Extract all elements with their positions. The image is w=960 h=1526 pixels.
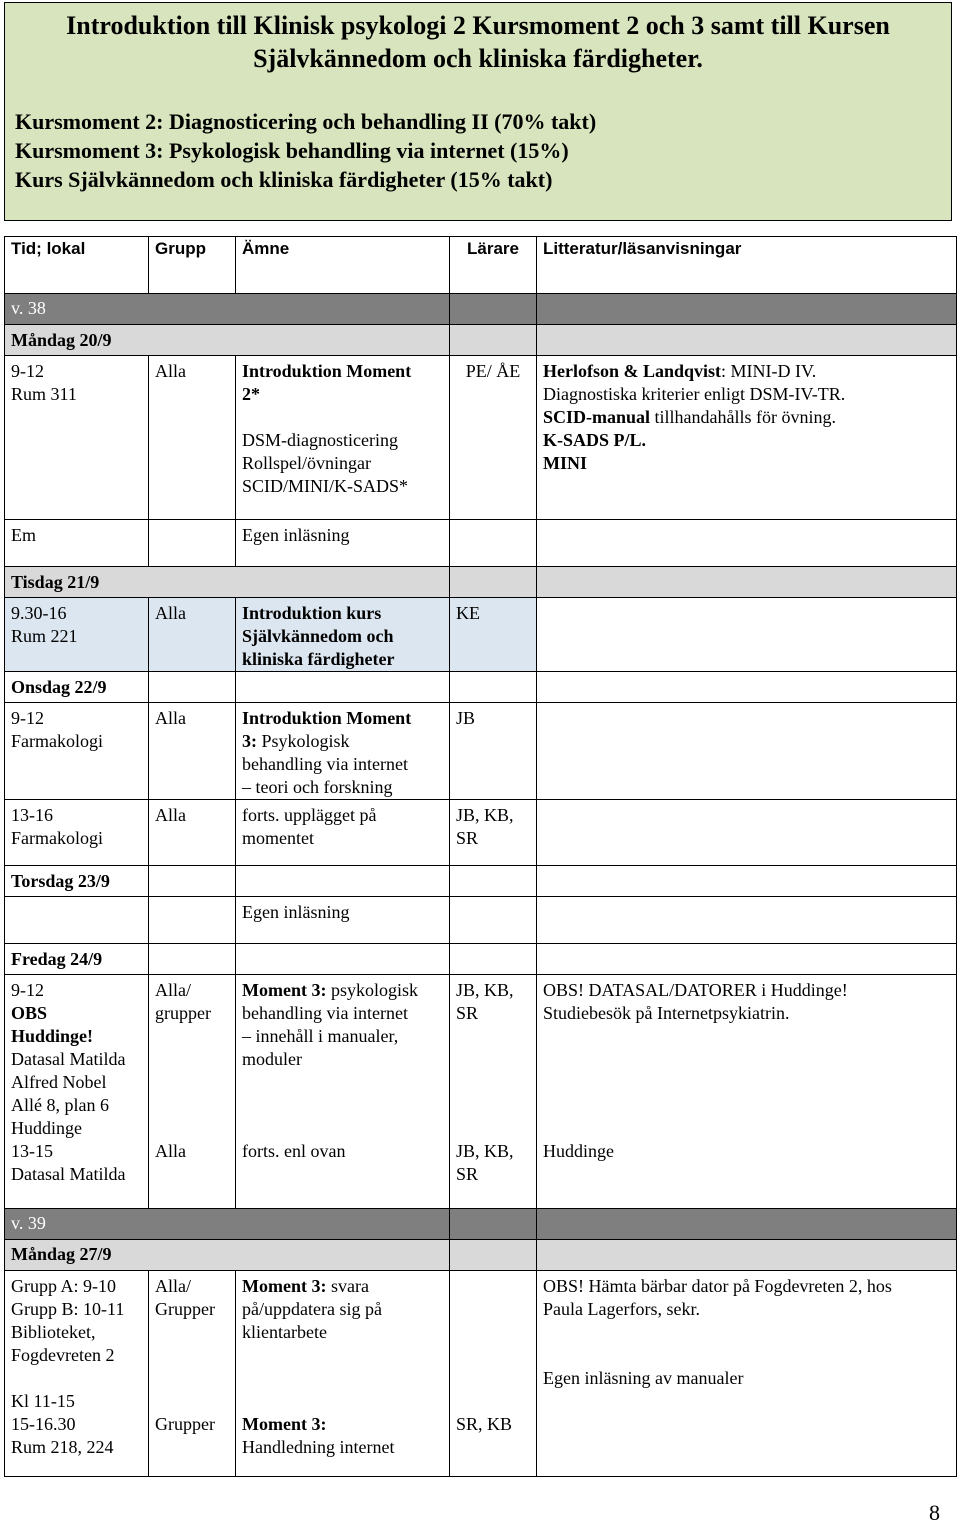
table-row	[5, 1140, 957, 1208]
week-row	[5, 1208, 957, 1239]
subject-cell: Egen inläsning	[236, 520, 450, 567]
time-cell: 9-12 Rum 311	[5, 356, 149, 520]
day-row	[5, 672, 957, 703]
document-title: Introduktion till Klinisk psykologi 2 Kursmoment 2 och 3 samt till Kursen Självkännedom och kliniska färdigheter.	[66, 11, 890, 73]
schedule-table	[4, 236, 957, 1477]
day-label: Tisdag 21/9	[5, 567, 450, 598]
col-subject: Ämne	[236, 237, 450, 294]
subject-cell: forts. enl ovan	[236, 1140, 450, 1208]
subject-cell: Moment 3: svara på/uppdatera sig på klientarbete	[236, 1270, 450, 1413]
group-cell: Alla	[149, 1140, 236, 1208]
col-time: Tid; lokal	[5, 237, 149, 294]
day-row	[5, 944, 957, 975]
table-row	[5, 975, 957, 1141]
teacher-cell: JB, KB, SR	[450, 975, 537, 1141]
literature-cell: OBS! Hämta bärbar dator på Fogdevreten 2, hos Paula Lagerfors, sekr. Egen inläsning av manualer	[537, 1270, 957, 1413]
subject-cell: forts. upplägget på momentet	[236, 800, 450, 866]
course-item: Kurs Självkännedom och kliniska färdigheter (15% takt)	[15, 167, 553, 192]
teacher-cell: KE	[450, 598, 537, 672]
table-row	[5, 520, 957, 567]
time-cell: Em	[5, 520, 149, 567]
week-label: v. 39	[5, 1208, 450, 1239]
day-label: Torsdag 23/9	[5, 866, 149, 897]
group-cell: Alla	[149, 800, 236, 866]
course-header	[4, 2, 952, 221]
teacher-cell: PE/ ÅE	[450, 356, 537, 520]
col-literature: Litteratur/läsanvisningar	[537, 237, 957, 294]
group-cell: Alla/ grupper	[149, 975, 236, 1141]
subject-cell: Introduktion Moment 2* DSM-diagnosticering Rollspel/övningar SCID/MINI/K-SADS*	[236, 356, 450, 520]
teacher-cell: SR, KB	[450, 1413, 537, 1477]
col-group: Grupp	[149, 237, 236, 294]
teacher-cell: JB	[450, 703, 537, 800]
time-cell: 9-12 Farmakologi	[5, 703, 149, 800]
week-label: v. 38	[5, 294, 450, 325]
day-row	[5, 866, 957, 897]
page-number: 8	[929, 1500, 940, 1525]
subject-cell: Egen inläsning	[236, 897, 450, 944]
time-cell: 13-16 Farmakologi	[5, 800, 149, 866]
teacher-cell: JB, KB, SR	[450, 800, 537, 866]
time-cell: Grupp A: 9-10 Grupp B: 10-11 Biblioteket, Fogdevreten 2 Kl 11-15	[5, 1270, 149, 1413]
week-row	[5, 294, 957, 325]
subject-cell: Introduktion kurs Självkännedom och kliniska färdigheter	[236, 598, 450, 672]
literature-cell: Huddinge	[537, 1140, 957, 1208]
day-label: Måndag 27/9	[5, 1239, 450, 1270]
course-list	[15, 107, 596, 194]
table-row	[5, 703, 957, 800]
group-cell: Alla	[149, 703, 236, 800]
day-row	[5, 567, 957, 598]
time-cell: 9.30-16 Rum 221	[5, 598, 149, 672]
day-label: Onsdag 22/9	[5, 672, 149, 703]
day-row	[5, 325, 957, 356]
group-cell: Alla	[149, 356, 236, 520]
day-label: Måndag 20/9	[5, 325, 450, 356]
column-header-row	[5, 237, 957, 294]
day-row	[5, 1239, 957, 1270]
subject-cell: Moment 3: Handledning internet	[236, 1413, 450, 1477]
table-row	[5, 897, 957, 944]
table-row	[5, 598, 957, 672]
table-row	[5, 800, 957, 866]
table-row	[5, 356, 957, 520]
table-row	[5, 1270, 957, 1413]
group-cell: Grupper	[149, 1413, 236, 1477]
group-cell: Alla/ Grupper	[149, 1270, 236, 1413]
teacher-cell: JB, KB, SR	[450, 1140, 537, 1208]
time-cell: 13-15 Datasal Matilda	[5, 1140, 149, 1208]
course-item: Kursmoment 3: Psykologisk behandling via internet (15%)	[15, 138, 569, 163]
subject-cell: Moment 3: psykologisk behandling via internet – innehåll i manualer, moduler	[236, 975, 450, 1141]
table-row	[5, 1413, 957, 1477]
group-cell: Alla	[149, 598, 236, 672]
course-item: Kursmoment 2: Diagnosticering och behandling II (70% takt)	[15, 109, 597, 134]
time-cell: 9-12 OBS Huddinge! Datasal Matilda Alfred Nobel Allé 8, plan 6 Huddinge	[5, 975, 149, 1141]
time-cell: 15-16.30 Rum 218, 224	[5, 1413, 149, 1477]
col-teacher: Lärare	[450, 237, 537, 294]
literature-cell: Herlofson & Landqvist: MINI-D IV. Diagnostiska kriterier enligt DSM-IV-TR. SCID-manual tillhandahålls för övning. K-SADS P/L. MINI	[537, 356, 957, 520]
day-label: Fredag 24/9	[5, 944, 149, 975]
subject-cell: Introduktion Moment 3: Psykologisk behandling via internet – teori och forskning	[236, 703, 450, 800]
literature-cell: OBS! DATASAL/DATORER i Huddinge! Studiebesök på Internetpsykiatrin.	[537, 975, 957, 1141]
